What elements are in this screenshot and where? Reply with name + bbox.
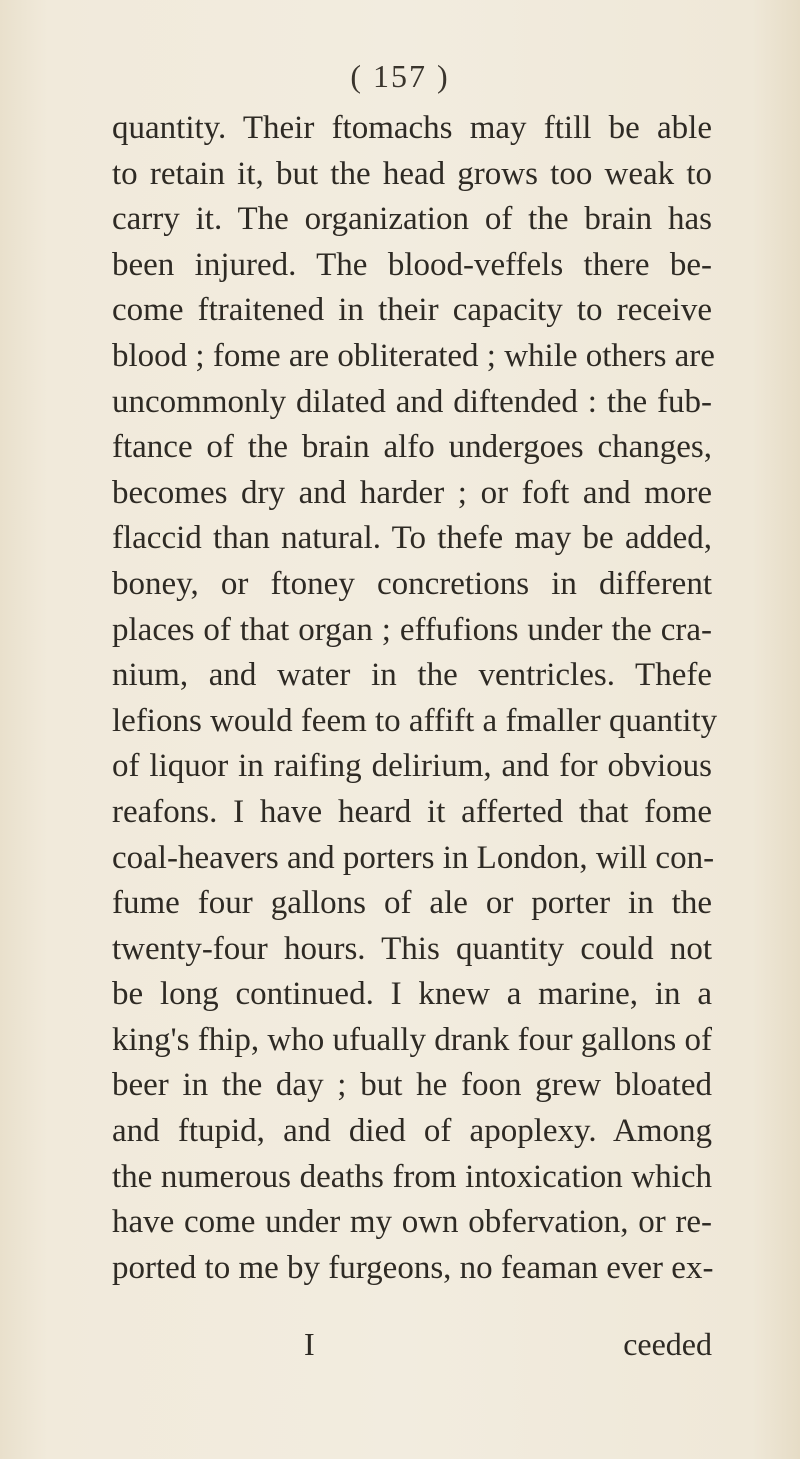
text-line: ftance of the brain alfo undergoes changes, [112, 429, 712, 466]
text-line: uncommonly dilated and diftended : the fub- [112, 383, 712, 420]
text-line: quantity. Their ftomachs may ftill be able [112, 110, 712, 146]
page-number-header: ( 157 ) [350, 58, 450, 94]
text-line: lefions would feem to affift a fmaller quantity [112, 702, 718, 739]
page-footer [0, 1326, 800, 1372]
text-line: blood ; fome are obliterated ; while others are [112, 337, 715, 374]
text-line: places of that organ ; effufions under the cra- [112, 611, 712, 648]
text-line: of liquor in raifing delirium, and for obvious [112, 748, 712, 785]
text-line: ported to me by furgeons, no feaman ever ex- [112, 1249, 714, 1286]
text-line: becomes dry and harder ; or foft and more [112, 474, 712, 511]
text-line: fume four gallons of ale or porter in the [112, 885, 712, 922]
text-line: nium, and water in the ventricles. Thefe [112, 657, 712, 694]
text-line: and ftupid, and died of apoplexy. Among [112, 1113, 712, 1150]
body-text [112, 106, 718, 1291]
signature-mark: I [304, 1326, 315, 1362]
text-line: twenty-four hours. This quantity could not [112, 930, 712, 967]
text-line: to retain it, but the head grows too weak to [112, 155, 712, 192]
catchword: ceeded [623, 1326, 712, 1362]
text-line: been injured. The blood-veffels there be- [112, 246, 712, 283]
text-line: king's fhip, who ufually drank four gallons of [112, 1021, 712, 1058]
text-line: beer in the day ; but he foon grew bloated [112, 1067, 712, 1104]
text-line: boney, or ftoney concretions in different [112, 565, 712, 602]
text-line: flaccid than natural. To thefe may be added, [112, 520, 712, 557]
text-line: carry it. The organization of the brain has [112, 201, 712, 238]
text-line: the numerous deaths from intoxication which [112, 1158, 712, 1195]
text-line: be long continued. I knew a marine, in a [112, 976, 712, 1013]
text-line: have come under my own obfervation, or re- [112, 1204, 712, 1241]
text-line: reafons. I have heard it afferted that fome [112, 793, 712, 830]
text-line: come ftraitened in their capacity to receive [112, 292, 712, 329]
text-line: coal-heavers and porters in London, will con- [112, 839, 715, 876]
